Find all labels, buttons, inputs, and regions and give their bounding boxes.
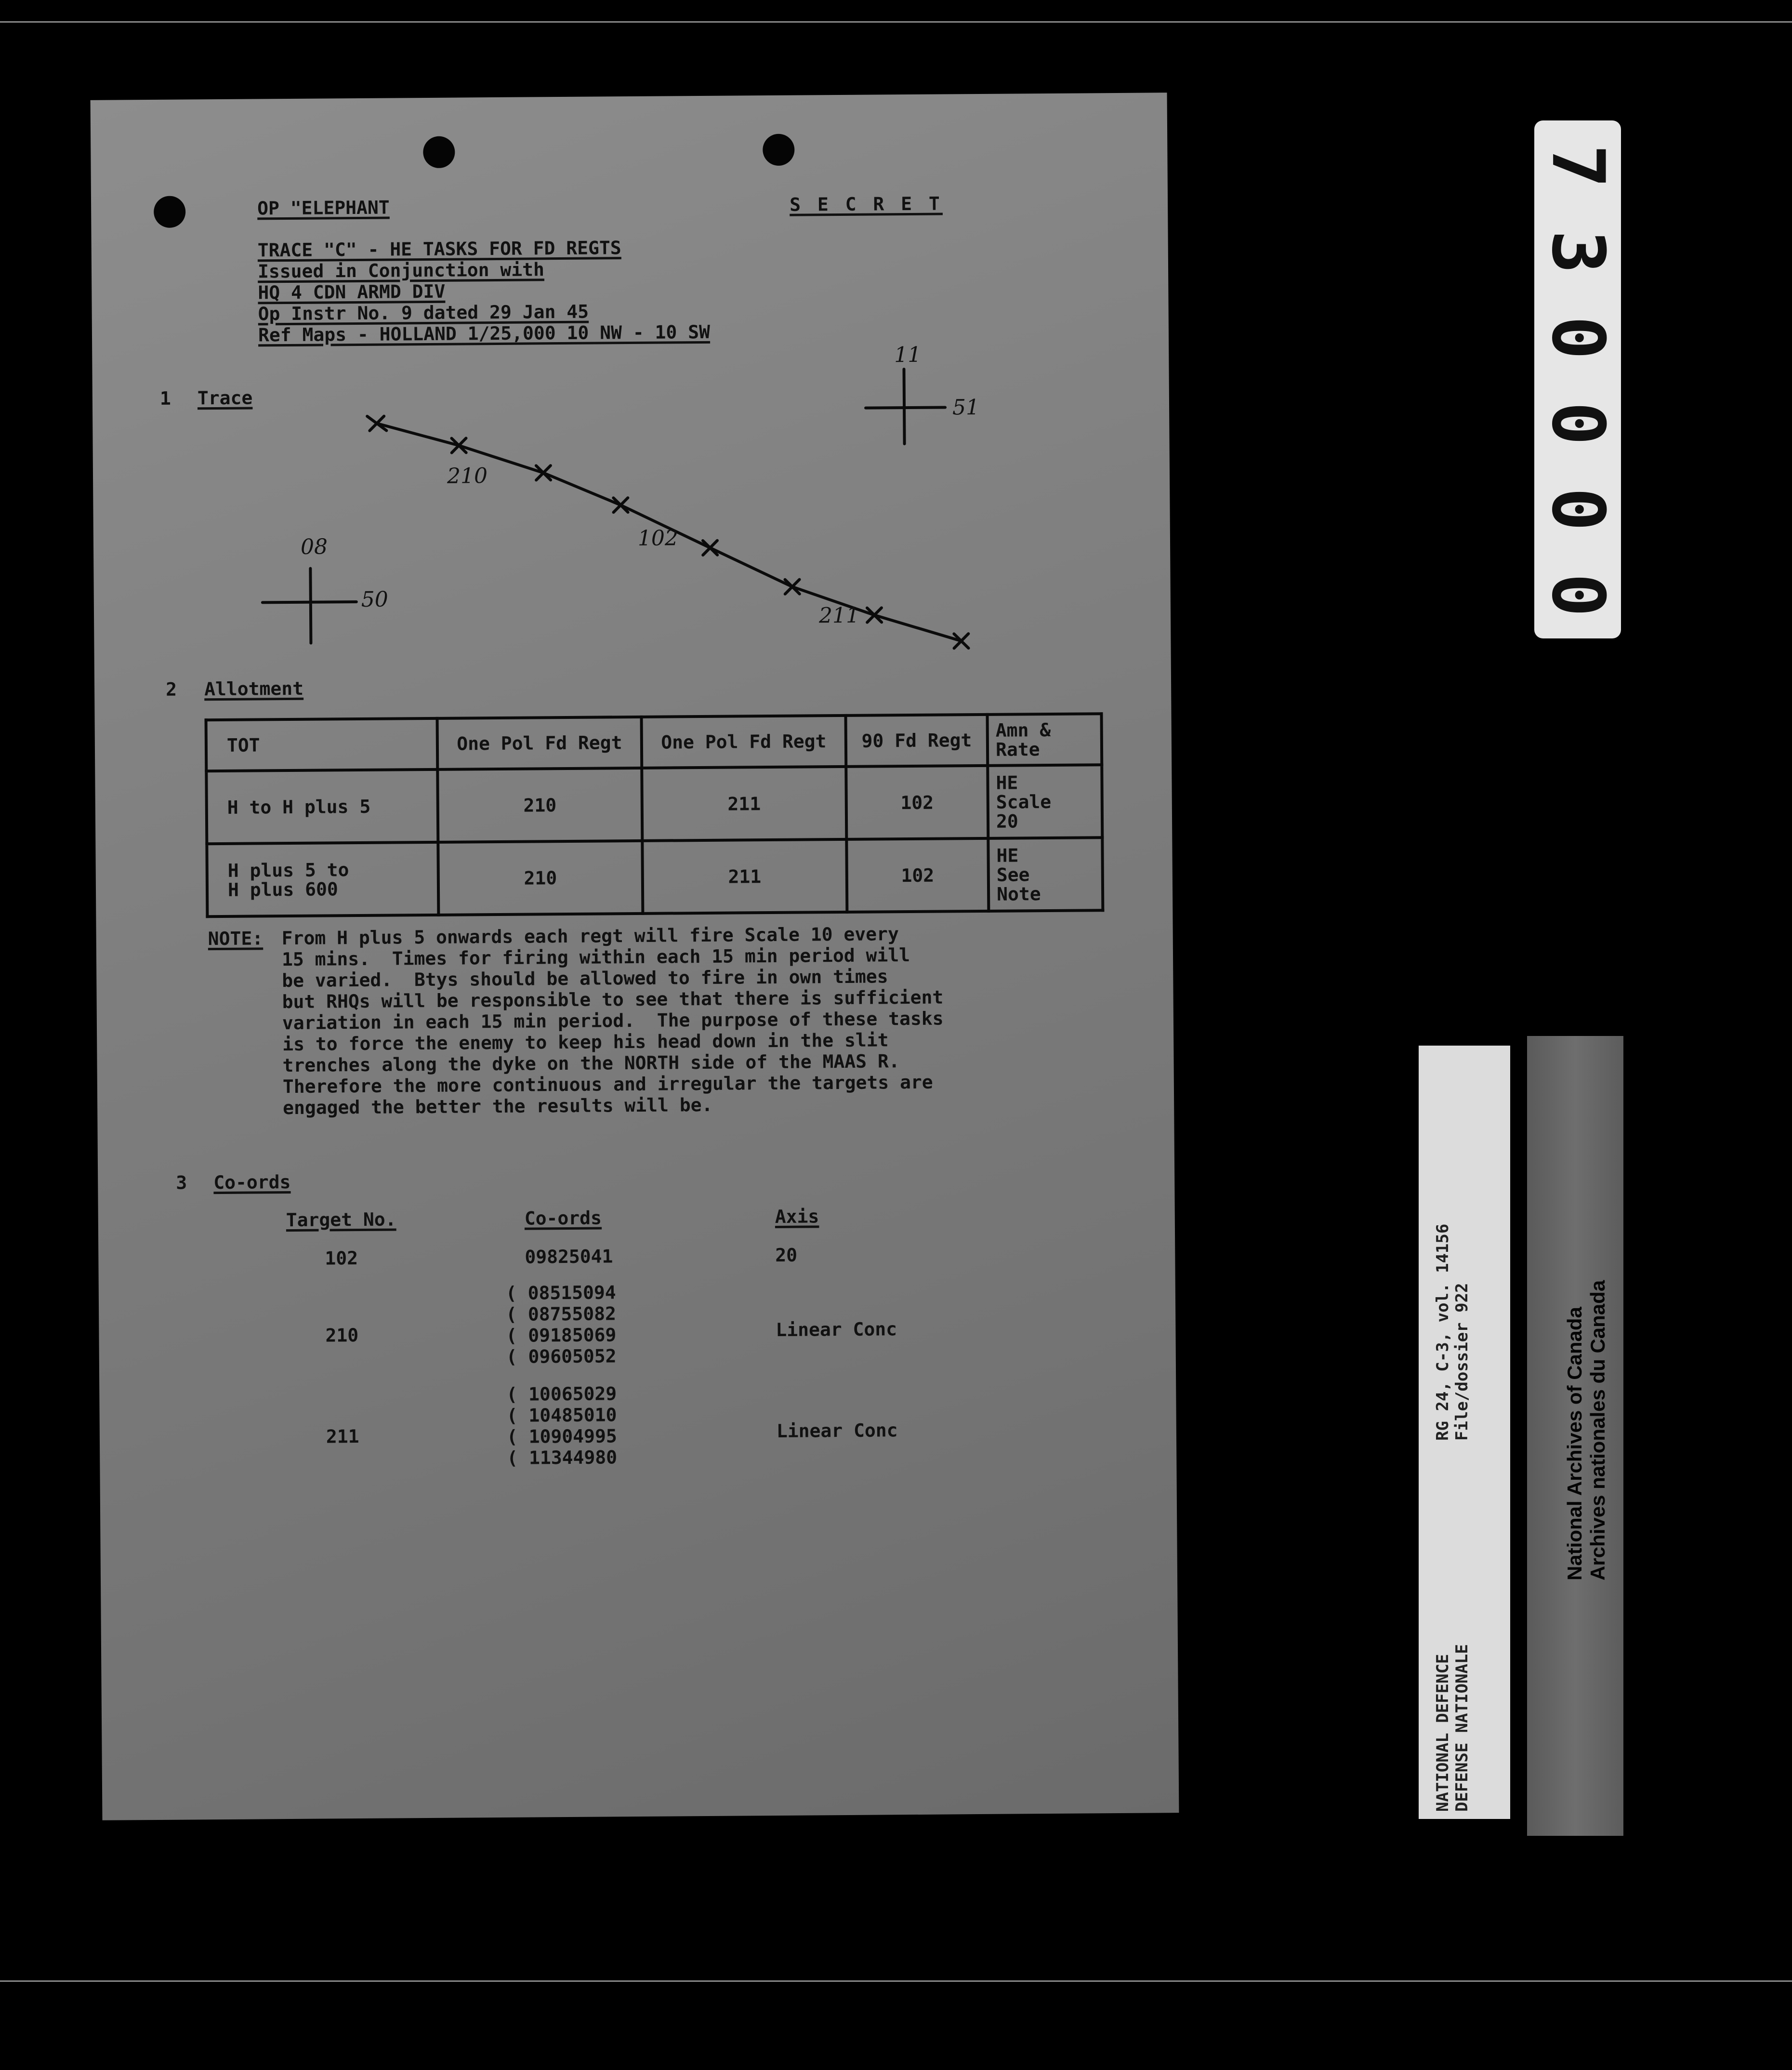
film-digit: 7 (1536, 144, 1620, 188)
table-cell: H to H plus 5 (206, 770, 438, 844)
table-cell: 211 (642, 767, 846, 841)
target-coords: 09825041 (525, 1246, 613, 1268)
trace-sketch (91, 93, 1172, 727)
target-axis: 20 (775, 1244, 798, 1266)
hq-line: HQ 4 CDN ARMD DIV (258, 280, 446, 304)
archive-reference: RG 24, C-3, vol. 14156 File/dossier 922 (1433, 1223, 1472, 1441)
section-number: 2 (165, 678, 177, 700)
target-label: 210 (447, 464, 488, 489)
grid-label: 51 (952, 395, 980, 420)
table-cell: 102 (846, 838, 988, 912)
archive-reference-label (1419, 1046, 1510, 1819)
table-header-cell: 90 Fd Regt (846, 715, 988, 767)
issued-line: Issued in Conjunction with (257, 259, 545, 282)
table-row (207, 837, 1103, 916)
coords-header-target: Target No. (286, 1208, 396, 1231)
allotment-table (205, 712, 1105, 918)
table-cell: HE Scale 20 (988, 765, 1102, 838)
op-name: OP "ELEPHANT (257, 197, 390, 219)
section-number: 1 (159, 387, 171, 409)
target-label: 102 (637, 526, 679, 551)
coords-header-coords: Co-ords (524, 1207, 602, 1229)
table-cell: 102 (846, 766, 988, 839)
table-row (206, 765, 1102, 844)
film-frame-number (1536, 130, 1620, 631)
archive-name-label (1527, 1036, 1623, 1836)
table-header-cell: One Pol Fd Regt (642, 716, 846, 768)
grid-label: 08 (300, 534, 328, 559)
film-edge-bottom (0, 1980, 1792, 1982)
target-number: 102 (325, 1247, 358, 1269)
target-coords: ( 08515094 ( 08755082 ( 09185069 ( 09605052 (505, 1282, 617, 1367)
table-cell: 210 (438, 841, 643, 915)
target-label: 211 (818, 603, 860, 628)
trace-title: TRACE "C" - HE TASKS FOR FD REGTS (257, 237, 621, 261)
table-header-cell: Amn & Rate (988, 714, 1102, 766)
film-digit: 0 (1536, 487, 1620, 531)
film-digit: 0 (1536, 573, 1620, 617)
table-header-cell: One Pol Fd Regt (437, 717, 642, 770)
section-heading-allotment: Allotment (204, 677, 304, 700)
film-digit: 0 (1536, 316, 1620, 360)
target-coords: ( 10065029 ( 10485010 ( 10904995 ( 11344980 (506, 1383, 618, 1469)
grid-reference-cross (262, 568, 356, 643)
table-cell: HE See Note (988, 837, 1103, 911)
film-digit: 3 (1536, 230, 1620, 274)
section-heading-coords: Co-ords (213, 1171, 291, 1194)
table-cell: H plus 5 to H plus 600 (207, 842, 438, 916)
coords-header-axis: Axis (775, 1206, 819, 1227)
department-name: NATIONAL DEFENCE DEFENSE NATIONALE (1433, 1644, 1472, 1812)
target-number: 210 (325, 1325, 359, 1346)
grid-label: 11 (894, 342, 922, 368)
target-number: 211 (326, 1426, 359, 1447)
film-edge-top (0, 21, 1792, 23)
target-axis: Linear Conc (776, 1420, 898, 1442)
grid-reference-cross (866, 369, 946, 444)
table-cell: 210 (437, 768, 642, 842)
instr-line: Op Instr No. 9 dated 29 Jan 45 (258, 301, 589, 325)
film-digit: 0 (1536, 401, 1620, 446)
maps-line: Ref Maps - HOLLAND 1/25,000 10 NW - 10 SW (258, 321, 711, 346)
note-label: NOTE: (208, 928, 264, 950)
archive-name: National Archives of Canada Archives nationales du Canada (1563, 1280, 1609, 1580)
table-header-cell: TOT (206, 718, 438, 771)
table-cell: 211 (642, 839, 847, 914)
section-heading-trace: Trace (197, 387, 253, 409)
note-text: From H plus 5 onwards each regt will fire Scale 10 every 15 mins. Times for firing within each 15 min period will be varied. Btys should be allowed to fire in own times but RHQs will be responsible to see that there is sufficient variation in each 15 min period. The purpose of these tasks is to force the enemy to keep his head down in the slit trenches along the dyke on the NORTH side of the MAAS R. Therefore the more continuous and irregular the targets are engaged the better the results will be. (281, 923, 944, 1119)
grid-label: 50 (361, 587, 388, 612)
document-page (91, 93, 1179, 1820)
target-axis: Linear Conc (776, 1318, 897, 1340)
table-header-row (206, 714, 1102, 771)
classification-stamp: S E C R E T (789, 193, 943, 215)
section-number: 3 (176, 1172, 187, 1194)
